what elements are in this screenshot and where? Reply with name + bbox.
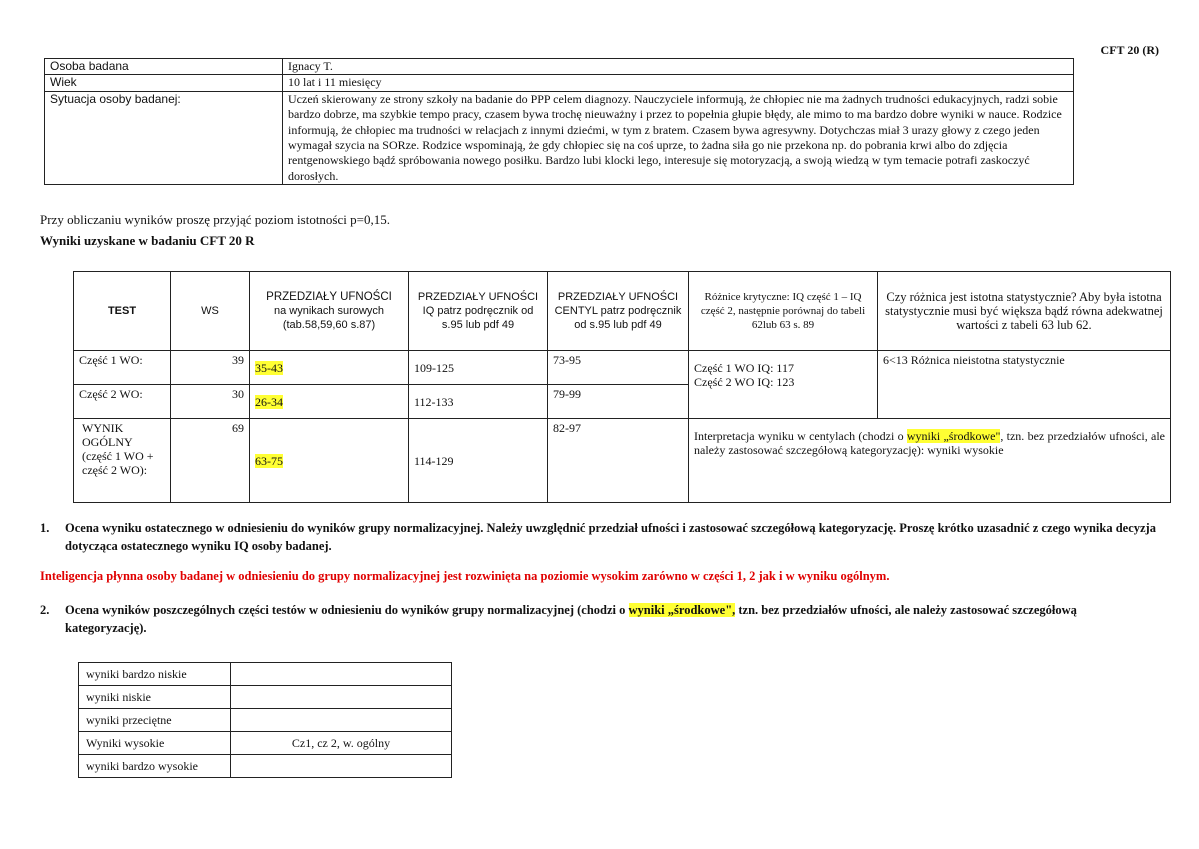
row1-iq: 109-125 [409,351,548,385]
document-code: CFT 20 (R) [1100,43,1159,57]
category-value [231,663,452,686]
row3-ws: 69 [171,419,250,503]
intro-text: Przy obliczaniu wyników proszę przyjąć poziom istotności p=0,15. [40,212,390,227]
header-pu-line2: na wynikach surowych [273,305,385,317]
question-2-number: 2. [40,603,50,617]
row2-pu-cell [250,385,409,419]
question-2-highlight: wyniki „środkowe", [628,603,736,617]
interpretation-cell [689,419,1171,503]
row1-pu: 35-43 [255,360,283,375]
interpretation-after: , tzn. bez przedziałów ufności, ale należy zastosować szczegółową kategoryzację): wyniki wysokie [694,429,1165,457]
category-value [231,709,452,732]
situation-label: Sytuacja osoby badanej: [45,91,283,184]
category-label: wyniki bardzo niskie [79,663,231,686]
category-label: wyniki przeciętne [79,709,231,732]
question-1 [40,519,1160,555]
header-ws: WS [171,272,250,351]
header-pu-line3: (tab.58,59,60 s.87) [282,319,376,331]
row3-iq: 114-129 [409,419,548,503]
row1-centile: 73-95 [548,351,689,385]
row1-pu-cell [250,351,409,385]
category-label: Wyniki wysokie [79,732,231,755]
header-significance: Czy różnica jest istotna statystycznie? Aby była istotna statystycznie musi być większa bądź równa adekwatnej wartości z tabeli 63 lub 62. [878,272,1171,351]
header-iq: PRZEDZIAŁY UFNOŚCI IQ patrz podręcznik od s.95 lub pdf 49 [409,272,548,351]
question-1-text: Ocena wyniku ostatecznego w odniesieniu do wyników grupy normalizacyjnej. Należy uwzględnić przedział ufności i zastosować szczegółową kategoryzację. Proszę krótko uzasadnić z czego wynika decyzja dotycząca ostatecznego wyniku IQ osoby badanej. [65,521,1156,553]
situation-value: Uczeń skierowany ze strony szkoły na badanie do PPP celem diagnozy. Nauczyciele informują, że chłopiec nie ma żadnych trudności edukacyjnych, radzi sobie bardzo dobrze, ma szybkie tempo pracy, czasem bywa trochę nieuważny i przez to popełnia głupie błędy, ale mimo to ma bardzo dobre wyniki w nauce. Rodzice informują, że chłopiec ma trudności w relacjach z innymi dziećmi, w tym z bratem. Czasem bywa agresywny. Dotychczas miał 3 urazy głowy z czego jeden wymagał szycia na SORze. Rodzice wspominają, że gdy chłopiec się na coś uprze, to żadna siła go nie przekona np. do pobrania krwi albo do zdjęcia rentgenowskiego bądź spróbowania nowego posiłku. Bardzo lubi klocki lego, interesuje się motoryzacją, a swoją wiedzą w tym temacie potrafi zaskoczyć dorosłych. [283,91,1074,184]
row3-pu-cell [250,419,409,503]
name-value: Ignacy T. [283,59,1074,75]
row3-pu: 63-75 [255,453,283,468]
category-value: Cz1, cz 2, w. ogólny [231,732,452,755]
row2-iq: 112-133 [409,385,548,419]
header-test: TEST [74,272,171,351]
significance-cell: 6<13 Różnica nieistotna statystycznie [878,351,1171,419]
results-heading: Wyniki uzyskane w badaniu CFT 20 R [40,233,255,248]
question-2-after: tzn. bez przedziałów ufności, ale należy zastosować szczegółową kategoryzację). [65,603,1077,635]
category-value [231,755,452,778]
header-centile: PRZEDZIAŁY UFNOŚCI CENTYL patrz podręcznik od s.95 lub pdf 49 [548,272,689,351]
row2-ws: 30 [171,385,250,419]
category-value [231,686,452,709]
row2-test: Część 2 WO: [74,385,171,419]
category-label: wyniki bardzo wysokie [79,755,231,778]
answer-1: Inteligencja płynna osoby badanej w odniesieniu do grupy normalizacyjnej jest rozwinięta na poziomie wysokim zarówno w części 1, 2 jak i w wyniku ogólnym. [40,569,890,583]
row2-pu: 26-34 [255,394,283,409]
results-table [73,271,1171,503]
row3-test: WYNIK OGÓLNY (część 1 WO + część 2 WO): [74,419,171,503]
categorization-table [78,662,452,778]
question-2-before: Ocena wyników poszczególnych części testów w odniesieniu do wyników grupy normalizacyjnej (chodzi o [65,603,629,617]
age-value: 10 lat i 11 miesięcy [283,75,1074,91]
row3-centile: 82-97 [548,419,689,503]
interpretation-highlight: wyniki „środkowe" [906,429,1001,443]
header-critical-diff: Różnice krytyczne: IQ część 1 – IQ część 2, następnie porównaj do tabeli 62lub 63 s. 89 [689,272,878,351]
category-label: wyniki niskie [79,686,231,709]
row2-centile: 79-99 [548,385,689,419]
header-pu-line1: PRZEDZIAŁY UFNOŚCI [266,291,392,303]
name-label: Osoba badana [45,59,283,75]
interpretation-before: Interpretacja wyniku w centylach (chodzi o [694,429,907,443]
question-2 [40,601,1160,637]
header-pu [250,272,409,351]
age-label: Wiek [45,75,283,91]
question-1-number: 1. [40,521,50,535]
subject-info-table [44,58,1074,185]
critical-diff-cell: Część 1 WO IQ: 117 Część 2 WO IQ: 123 [689,351,878,419]
question-2-text [40,601,1160,637]
row1-test: Część 1 WO: [74,351,171,385]
row1-ws: 39 [171,351,250,385]
